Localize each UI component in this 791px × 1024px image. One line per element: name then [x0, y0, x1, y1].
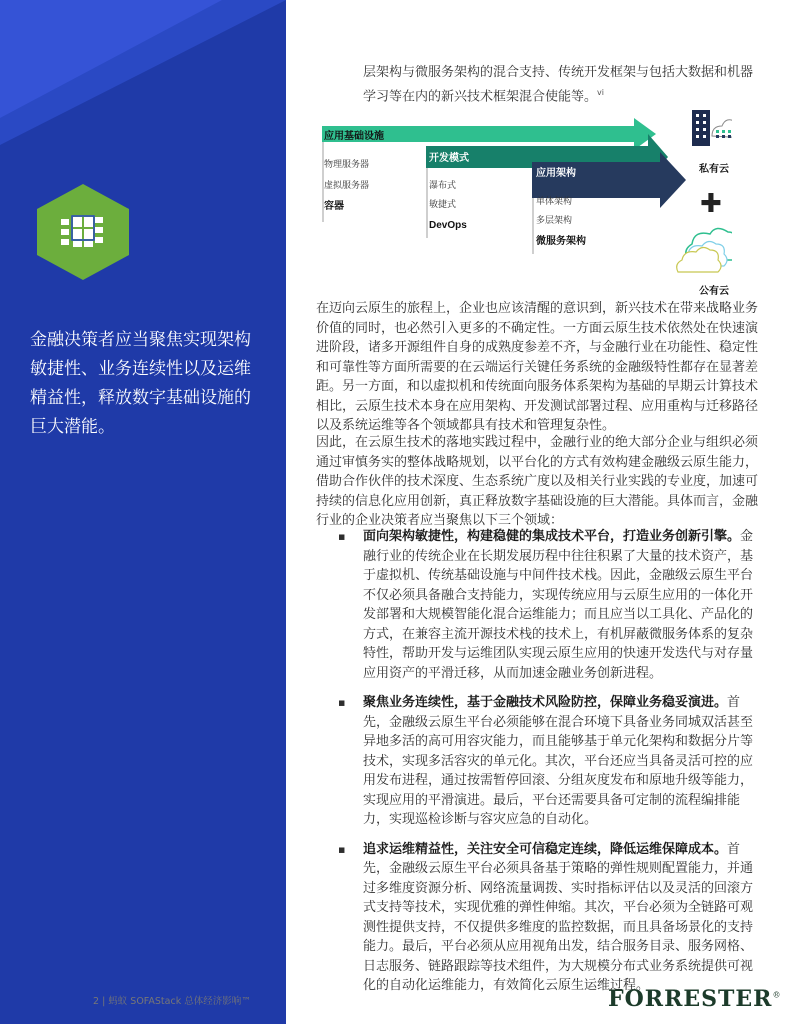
- private-cloud-label: 私有云: [699, 164, 729, 175]
- dev-item-1: 瀑布式: [429, 180, 457, 190]
- page-footer: 2 | 蚂蚁 SOFAStack 总体经济影响™: [93, 996, 251, 1007]
- forrester-logo: [608, 986, 781, 1012]
- list-item: [335, 840, 760, 996]
- infra-item-1: 物理服务器: [324, 159, 370, 169]
- layer-app-arch: [532, 152, 686, 254]
- public-cloud-label: 公有云: [699, 286, 729, 297]
- sidebar-panel: [0, 0, 286, 1024]
- dev-item-3: DevOps: [429, 220, 467, 231]
- arch-item-2: 多层架构: [536, 215, 573, 225]
- bullet-marker: ▪: [338, 696, 346, 709]
- bullet-marker: ▪: [338, 530, 346, 543]
- sidebar-decoration: [0, 0, 286, 145]
- list-item-title: 聚焦业务连续性，基于金融技术风险防控，保障业务稳妥演进。: [363, 695, 728, 710]
- list-item-body: 金融行业的传统企业在长期发展历程中往往积累了大量的技术资产，基于虚拟机、传统基础设施与中间件技术栈。因此，金融级云原生平台不仅必须具备融合支持能力，实现传统应用与云原生应用的一体化开发部署和大规模智能化混合运维能力；而且应当以工具化、产品化的方式，在兼容主流开源技术栈的技术上，有机屏蔽微服务体系的复杂特性，帮助开发与运维团队实现云原生应用的快速开发迭代与对存量应用资产的平滑迁移，从而加速金融业务创新进程。: [363, 529, 754, 681]
- intro-text: 层架构与微服务架构的混合支持、传统开发框架与包括大数据和机器学习等在内的新兴技术框架混合使能等。: [363, 65, 754, 105]
- infra-item-2: 虚拟服务器: [324, 180, 370, 190]
- registered-mark: ®: [772, 990, 782, 1000]
- list-item: [335, 527, 760, 683]
- layer-infrastructure-label: 应用基础设施: [324, 131, 384, 142]
- layer-app-arch-label: 应用架构: [536, 168, 576, 179]
- plus-icon: ✚: [700, 189, 722, 219]
- bullet-marker: ▪: [338, 842, 346, 856]
- list-item-title: 追求运维精益性，关注安全可信稳定连续，降低运维保障成本。: [363, 841, 728, 857]
- list-item: [335, 693, 760, 830]
- layer-dev-mode-label: 开发模式: [429, 153, 469, 164]
- footnote-ref: vi: [597, 88, 604, 97]
- pull-quote: 金融决策者应当聚焦实现架构敏捷性、业务连续性以及运维精益性，释放数字基础设施的巨大潜能。: [30, 330, 251, 437]
- focus-areas-list: [335, 527, 760, 996]
- list-item-body: 首先，金融级云原生平台必须具备基于策略的弹性规则配置能力，并通过多维度资源分析、网络流量调拨、实时指标评估以及灵活的回滚方式支持等技术，实现优雅的弹性伸缩。其次，平台必须为全链路可观测性提供支持，不仅提供多维度的监控数据，而且具备场景化的支持能力。最后，平台必须从应用视角出发，结合服务目录、服务网格、日志服务、链路跟踪等技术组件，为大规模分布式业务系统提供可视化的自动化运维能力，有效简化云原生运维过程。: [363, 841, 754, 993]
- infra-item-3: 容器: [324, 201, 344, 212]
- dev-item-2: 敏捷式: [429, 199, 457, 209]
- body-paragraph-2: 因此，在云原生技术的落地实践过程中，金融行业的绝大部分企业与组织必须通过审慎务实的整体战略规划，以平台化的方式有效构建金融级云原生能力，借助合作伙伴的技术深度、生态系统广度以及相关行业实践的专业度，加速可持续的信息化应用创新，真正释放数字基础设施的巨大潜能。具体而言，金融行业的企业决策者应当聚焦以下三个领域：: [316, 435, 759, 528]
- arch-item-1: 单体架构: [536, 196, 573, 206]
- arch-item-3: 微服务架构: [536, 236, 586, 247]
- cloud-architecture-diagram: [312, 104, 732, 304]
- logo-text: FORRESTER: [608, 986, 773, 1012]
- grid-app-icon: [34, 182, 132, 282]
- intro-paragraph: [363, 63, 759, 107]
- private-cloud-icon: [692, 110, 732, 146]
- body-paragraph-1: 在迈向云原生的旅程上，企业也应该清醒的意识到，新兴技术在带来战略业务价值的同时，也必然引入更多的不确定性。一方面云原生技术依然处在快速演进阶段，诸多开源组件自身的成熟度参差不齐，与金融行业在功能性、稳定性和可靠性等方面所需要的在云端运行关键任务系统的金融级特性都存在显著差距。另一方面，和以虚拟机和传统面向服务体系架构为基础的早期云计算技术相比，云原生技术本身在应用架构、开发测试部署过程、应用重构与迁移路径以及系统运维等各个领域都具有技术和管理复杂性。: [316, 301, 759, 433]
- list-item-body: 首先，金融级云原生平台必须能够在混合环境下具备业务同城双活甚至异地多活的高可用容灾能力，而且能够基于单元化架构和数据分片等技术，实现多活容灾的单元化。其次，平台还应当具备灵活可控的应用发布进程，通过按需暂停回滚、分组灰度发布和原地升级等能力，实现应用的平滑演进。最后，平台还需要具备可定制的流程编排能力，实现巡检诊断与容灾应急的自动化。: [363, 695, 754, 827]
- public-cloud-icon: [677, 228, 732, 272]
- list-item-title: 面向架构敏捷性，构建稳健的集成技术平台，打造业务创新引擎。: [363, 529, 741, 544]
